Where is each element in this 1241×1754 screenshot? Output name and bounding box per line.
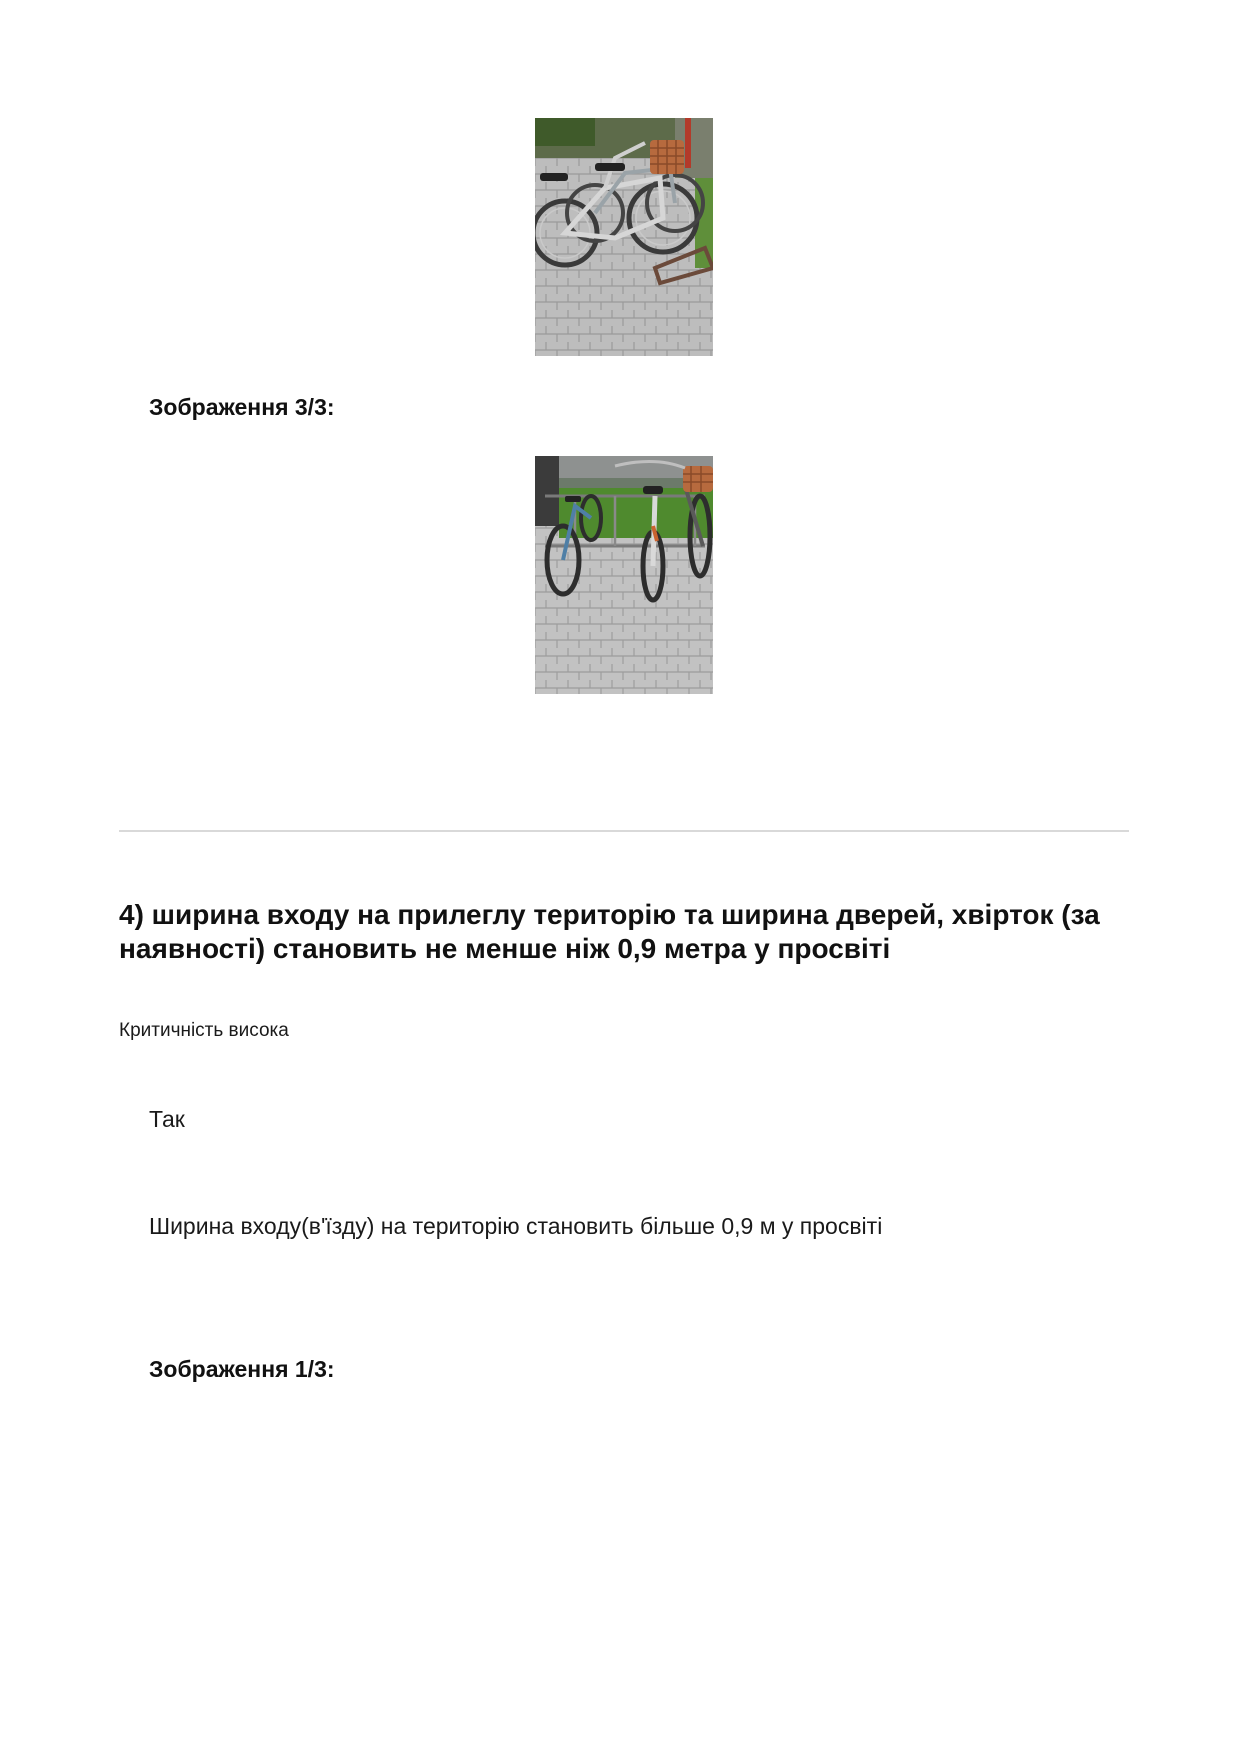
criticality-level: Критичність висока [119,1020,289,1041]
bicycles-photo-top [535,118,713,356]
image-caption-3-of-3: Зображення 3/3: [149,394,335,420]
question-title: 4) ширина входу на прилеглу територію та ширина дверей, хвірток (за наявності) становить не менше ніж 0,9 метра у просвіті [119,899,1100,964]
bicycles-rack-photo [535,456,713,694]
section-divider [119,830,1129,832]
image-caption-1-of-3: Зображення 1/3: [149,1356,335,1382]
answer-value: Так [149,1106,185,1132]
answer-comment: Ширина входу(в'їзду) на територію становить більше 0,9 м у просвіті [149,1213,883,1239]
